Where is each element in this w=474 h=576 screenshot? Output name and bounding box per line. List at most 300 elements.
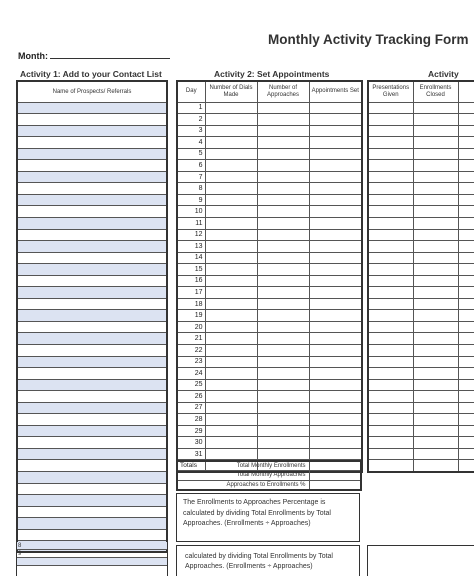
dials-cell[interactable] <box>205 298 257 310</box>
enrollments-cell[interactable] <box>413 160 458 172</box>
contact-name-cell[interactable] <box>17 356 167 368</box>
overflow-cell[interactable] <box>458 102 474 114</box>
approaches-cell[interactable] <box>257 402 309 414</box>
enrollments-cell[interactable] <box>413 183 458 195</box>
overflow-cell[interactable] <box>458 252 474 264</box>
day-row <box>177 310 362 322</box>
approaches-cell[interactable] <box>257 379 309 391</box>
summary-value-cell[interactable] <box>309 471 361 481</box>
contact-name-cell[interactable] <box>17 217 167 229</box>
dials-cell[interactable] <box>205 437 257 449</box>
contact-name-cell[interactable] <box>17 379 167 391</box>
presentations-cell[interactable] <box>368 391 413 403</box>
month-label: Month: <box>18 51 48 61</box>
appointments-cell[interactable] <box>309 298 362 310</box>
enrollments-cell[interactable] <box>413 137 458 149</box>
overflow-cell[interactable] <box>458 241 474 253</box>
dials-cell[interactable] <box>205 183 257 195</box>
contact-name-cell[interactable] <box>17 402 167 414</box>
month-input-line[interactable] <box>50 50 170 59</box>
summary-table <box>176 460 362 491</box>
dials-cell[interactable] <box>205 448 257 460</box>
enrollments-cell[interactable] <box>413 125 458 137</box>
contact-name-cell[interactable] <box>17 448 167 460</box>
approaches-cell[interactable] <box>257 229 309 241</box>
day-row <box>177 194 362 206</box>
activity1-heading: Activity 1: Add to your Contact List <box>20 69 162 79</box>
day-row <box>177 160 362 172</box>
presentation-row <box>368 252 474 264</box>
contact-name-cell[interactable] <box>17 264 167 276</box>
enrollments-cell[interactable] <box>413 344 458 356</box>
contact-row <box>17 529 167 541</box>
overflow-cell[interactable] <box>458 264 474 276</box>
contact-row <box>17 460 167 472</box>
enrollments-cell[interactable] <box>413 414 458 426</box>
presentations-cell[interactable] <box>368 310 413 322</box>
overflow-cell[interactable] <box>458 229 474 241</box>
presentations-cell[interactable] <box>368 160 413 172</box>
approaches-cell[interactable] <box>257 298 309 310</box>
enrollments-cell[interactable] <box>413 217 458 229</box>
approaches-cell[interactable] <box>257 183 309 195</box>
dials-cell[interactable] <box>205 310 257 322</box>
contact-row <box>17 206 167 218</box>
approaches-cell[interactable] <box>257 102 309 114</box>
day-number: 29 <box>177 425 205 437</box>
day-number: 31 <box>177 448 205 460</box>
presentations-cell[interactable] <box>368 402 413 414</box>
approaches-cell[interactable] <box>257 252 309 264</box>
presentation-row <box>368 425 474 437</box>
continuation-row[interactable] <box>17 558 167 566</box>
contact-row <box>17 414 167 426</box>
contact-row <box>17 437 167 449</box>
enrollments-cell[interactable] <box>413 194 458 206</box>
contact-name-cell[interactable] <box>17 148 167 160</box>
appointments-cell[interactable] <box>309 333 362 345</box>
contact-name-cell[interactable] <box>17 437 167 449</box>
overflow-cell[interactable] <box>458 379 474 391</box>
summary-value-cell[interactable] <box>309 480 361 490</box>
approaches-cell[interactable] <box>257 137 309 149</box>
approaches-cell[interactable] <box>257 344 309 356</box>
presentation-row <box>368 102 474 114</box>
presentations-cell[interactable] <box>368 229 413 241</box>
appointments-cell[interactable] <box>309 391 362 403</box>
enrollments-cell[interactable] <box>413 264 458 276</box>
approaches-cell[interactable] <box>257 125 309 137</box>
day-row <box>177 206 362 218</box>
overflow-cell[interactable] <box>458 114 474 126</box>
approaches-cell[interactable] <box>257 264 309 276</box>
contact-row <box>17 495 167 507</box>
appointments-cell[interactable] <box>309 344 362 356</box>
contact-row <box>17 252 167 264</box>
day-number: 13 <box>177 241 205 253</box>
presentations-cell[interactable] <box>368 252 413 264</box>
contact-name-cell[interactable] <box>17 310 167 322</box>
presentations-cell[interactable] <box>368 102 413 114</box>
enrollments-cell[interactable] <box>413 379 458 391</box>
overflow-cell[interactable] <box>458 275 474 287</box>
day-number: 5 <box>177 148 205 160</box>
day-row <box>177 391 362 403</box>
contact-name-cell[interactable] <box>17 483 167 495</box>
dials-cell[interactable] <box>205 368 257 380</box>
appointments-cell[interactable] <box>309 264 362 276</box>
overflow-cell[interactable] <box>458 356 474 368</box>
overflow-cell[interactable] <box>458 344 474 356</box>
dials-cell[interactable] <box>205 344 257 356</box>
approaches-cell[interactable] <box>257 437 309 449</box>
day-number: 18 <box>177 298 205 310</box>
appointments-cell[interactable] <box>309 229 362 241</box>
contact-name-cell[interactable] <box>17 425 167 437</box>
overflow-cell[interactable] <box>458 333 474 345</box>
enrollments-cell[interactable] <box>413 252 458 264</box>
contact-name-cell[interactable] <box>17 171 167 183</box>
approaches-cell[interactable] <box>257 241 309 253</box>
contact-name-cell[interactable] <box>17 114 167 126</box>
day-row <box>177 137 362 149</box>
appointments-cell[interactable] <box>309 160 362 172</box>
presentation-row <box>368 148 474 160</box>
enrollments-cell[interactable] <box>413 229 458 241</box>
appointments-cell[interactable] <box>309 437 362 449</box>
day-number: 15 <box>177 264 205 276</box>
appointments-cell[interactable] <box>309 402 362 414</box>
approaches-cell[interactable] <box>257 217 309 229</box>
dials-cell[interactable] <box>205 217 257 229</box>
enrollments-cell[interactable] <box>413 437 458 449</box>
day-number: 11 <box>177 217 205 229</box>
appointments-cell[interactable] <box>309 379 362 391</box>
contact-name-cell[interactable] <box>17 344 167 356</box>
enrollments-cell[interactable] <box>413 448 458 460</box>
percentage-note-repeat: calculated by dividing Total Enrollments by Total Approaches. (Enrollments ÷ Approaches) <box>176 545 360 576</box>
dials-cell[interactable] <box>205 391 257 403</box>
contact-name-cell[interactable] <box>17 287 167 299</box>
dials-cell[interactable] <box>205 241 257 253</box>
day-column-header: Day <box>177 81 205 102</box>
day-number: 20 <box>177 321 205 333</box>
enrollments-cell[interactable] <box>413 114 458 126</box>
day-row <box>177 298 362 310</box>
dials-cell[interactable] <box>205 402 257 414</box>
dials-cell[interactable] <box>205 194 257 206</box>
appointments-cell[interactable] <box>309 321 362 333</box>
contact-name-cell[interactable] <box>17 298 167 310</box>
approaches-cell[interactable] <box>257 448 309 460</box>
day-row <box>177 414 362 426</box>
day-number: 6 <box>177 160 205 172</box>
overflow-cell[interactable] <box>458 287 474 299</box>
presentations-cell[interactable] <box>368 460 413 472</box>
enrollments-cell[interactable] <box>413 241 458 253</box>
contact-row <box>17 506 167 518</box>
presentations-cell[interactable] <box>368 379 413 391</box>
day-number: 27 <box>177 402 205 414</box>
contact-name-cell[interactable] <box>17 368 167 380</box>
approaches-cell[interactable] <box>257 148 309 160</box>
dials-cell[interactable] <box>205 264 257 276</box>
approaches-cell[interactable] <box>257 321 309 333</box>
presentations-cell[interactable] <box>368 217 413 229</box>
contact-row <box>17 379 167 391</box>
overflow-cell[interactable] <box>458 171 474 183</box>
contact-name-cell[interactable] <box>17 229 167 241</box>
overflow-cell[interactable] <box>458 183 474 195</box>
contact-row <box>17 425 167 437</box>
enrollments-cell[interactable] <box>413 425 458 437</box>
continuation-row[interactable]: 9 <box>17 550 167 558</box>
day-number: 16 <box>177 275 205 287</box>
presentation-row <box>368 298 474 310</box>
overflow-cell[interactable] <box>458 321 474 333</box>
cutoff-column-header <box>458 81 474 102</box>
presentations-cell[interactable] <box>368 425 413 437</box>
day-row <box>177 379 362 391</box>
appointments-cell[interactable] <box>309 368 362 380</box>
appointments-cell[interactable] <box>309 425 362 437</box>
presentations-cell[interactable] <box>368 171 413 183</box>
overflow-cell[interactable] <box>458 414 474 426</box>
approaches-cell[interactable] <box>257 368 309 380</box>
overflow-cell[interactable] <box>458 310 474 322</box>
continuation-row[interactable]: 8 <box>17 542 167 550</box>
approaches-column-header: Number of Approaches <box>257 81 309 102</box>
appointments-cell[interactable] <box>309 275 362 287</box>
day-number: 8 <box>177 183 205 195</box>
approaches-cell[interactable] <box>257 414 309 426</box>
day-row <box>177 252 362 264</box>
approaches-cell[interactable] <box>257 114 309 126</box>
day-row <box>177 356 362 368</box>
day-row <box>177 368 362 380</box>
enrollments-cell[interactable] <box>413 356 458 368</box>
overflow-cell[interactable] <box>458 298 474 310</box>
presentation-row <box>368 171 474 183</box>
enrollments-cell[interactable] <box>413 310 458 322</box>
dials-cell[interactable] <box>205 356 257 368</box>
enrollments-cell[interactable] <box>413 287 458 299</box>
approaches-cell[interactable] <box>257 356 309 368</box>
enrollments-cell[interactable] <box>413 148 458 160</box>
dials-cell[interactable] <box>205 125 257 137</box>
contact-name-cell[interactable] <box>17 137 167 149</box>
presentations-cell[interactable] <box>368 287 413 299</box>
overflow-cell[interactable] <box>458 194 474 206</box>
summary-label: Total Monthly Approaches <box>177 471 309 481</box>
enrollments-cell[interactable] <box>413 275 458 287</box>
overflow-cell[interactable] <box>458 217 474 229</box>
dials-cell[interactable] <box>205 160 257 172</box>
dials-cell[interactable] <box>205 414 257 426</box>
presentation-row <box>368 460 474 472</box>
dials-cell[interactable] <box>205 171 257 183</box>
presentations-cell[interactable] <box>368 356 413 368</box>
appointments-cell[interactable] <box>309 448 362 460</box>
presentations-cell[interactable] <box>368 437 413 449</box>
overflow-cell[interactable] <box>458 368 474 380</box>
overflow-cell[interactable] <box>458 448 474 460</box>
appointments-cell[interactable] <box>309 217 362 229</box>
dials-cell[interactable] <box>205 321 257 333</box>
appointments-cell[interactable] <box>309 206 362 218</box>
presentation-row <box>368 379 474 391</box>
enrollments-cell[interactable] <box>413 391 458 403</box>
overflow-cell[interactable] <box>458 391 474 403</box>
presentations-cell[interactable] <box>368 448 413 460</box>
enrollments-cell[interactable] <box>413 298 458 310</box>
presentation-row <box>368 275 474 287</box>
presentations-cell[interactable] <box>368 321 413 333</box>
overflow-cell[interactable] <box>458 137 474 149</box>
appointments-cell[interactable] <box>309 310 362 322</box>
contact-name-cell[interactable] <box>17 275 167 287</box>
contact-name-cell[interactable] <box>17 333 167 345</box>
dials-cell[interactable] <box>205 102 257 114</box>
presentations-cell[interactable] <box>368 183 413 195</box>
summary-value-cell[interactable] <box>309 461 361 471</box>
enrollments-cell[interactable] <box>413 171 458 183</box>
enrollments-cell[interactable] <box>413 460 458 472</box>
overflow-cell[interactable] <box>458 402 474 414</box>
contact-name-cell[interactable] <box>17 160 167 172</box>
month-field[interactable] <box>18 50 170 61</box>
contact-row <box>17 483 167 495</box>
presentations-cell[interactable] <box>368 206 413 218</box>
contact-name-cell[interactable] <box>17 321 167 333</box>
appointments-cell[interactable] <box>309 241 362 253</box>
dials-cell[interactable] <box>205 148 257 160</box>
overflow-cell[interactable] <box>458 425 474 437</box>
overflow-cell[interactable] <box>458 460 474 472</box>
enrollments-cell[interactable] <box>413 368 458 380</box>
approaches-cell[interactable] <box>257 425 309 437</box>
dials-cell[interactable] <box>205 252 257 264</box>
presentations-cell[interactable] <box>368 137 413 149</box>
approaches-cell[interactable] <box>257 310 309 322</box>
dials-cell[interactable] <box>205 379 257 391</box>
contact-name-cell[interactable] <box>17 125 167 137</box>
dials-cell[interactable] <box>205 425 257 437</box>
approaches-cell[interactable] <box>257 171 309 183</box>
contact-name-cell[interactable] <box>17 194 167 206</box>
presentations-cell[interactable] <box>368 344 413 356</box>
contact-row <box>17 287 167 299</box>
contact-name-cell[interactable] <box>17 506 167 518</box>
presentations-cell[interactable] <box>368 275 413 287</box>
dials-cell[interactable] <box>205 333 257 345</box>
presentations-cell[interactable] <box>368 194 413 206</box>
enrollments-cell[interactable] <box>413 321 458 333</box>
overflow-cell[interactable] <box>458 437 474 449</box>
contact-column-header: Name of Prospects/ Referrals <box>17 81 167 102</box>
contact-name-cell[interactable] <box>17 102 167 114</box>
appointments-cell[interactable] <box>309 171 362 183</box>
approaches-cell[interactable] <box>257 160 309 172</box>
appointments-cell[interactable] <box>309 414 362 426</box>
enrollments-cell[interactable] <box>413 402 458 414</box>
contact-name-cell[interactable] <box>17 529 167 541</box>
contact-name-cell[interactable] <box>17 460 167 472</box>
presentations-cell[interactable] <box>368 125 413 137</box>
appointments-cell[interactable] <box>309 148 362 160</box>
dials-cell[interactable] <box>205 229 257 241</box>
approaches-cell[interactable] <box>257 333 309 345</box>
day-row <box>177 321 362 333</box>
appointments-cell[interactable] <box>309 356 362 368</box>
day-number: 10 <box>177 206 205 218</box>
contact-name-cell[interactable] <box>17 252 167 264</box>
approaches-cell[interactable] <box>257 206 309 218</box>
presentation-row <box>368 137 474 149</box>
day-number: 3 <box>177 125 205 137</box>
appointments-cell[interactable] <box>309 183 362 195</box>
approaches-cell[interactable] <box>257 287 309 299</box>
presentations-cell[interactable] <box>368 264 413 276</box>
presentations-cell[interactable] <box>368 298 413 310</box>
dials-cell[interactable] <box>205 275 257 287</box>
appointments-cell[interactable] <box>309 114 362 126</box>
presentations-cell[interactable] <box>368 241 413 253</box>
appointments-cell[interactable] <box>309 287 362 299</box>
overflow-cell[interactable] <box>458 125 474 137</box>
contact-name-cell[interactable] <box>17 518 167 530</box>
dials-cell[interactable] <box>205 206 257 218</box>
approaches-cell[interactable] <box>257 275 309 287</box>
presentations-cell[interactable] <box>368 368 413 380</box>
approaches-cell[interactable] <box>257 194 309 206</box>
presentations-cell[interactable] <box>368 148 413 160</box>
contact-name-cell[interactable] <box>17 206 167 218</box>
contact-name-cell[interactable] <box>17 241 167 253</box>
day-row <box>177 448 362 460</box>
dials-cell[interactable] <box>205 114 257 126</box>
day-row <box>177 344 362 356</box>
appointments-cell[interactable] <box>309 102 362 114</box>
overflow-cell[interactable] <box>458 160 474 172</box>
enrollments-cell[interactable] <box>413 206 458 218</box>
appointments-cell[interactable] <box>309 252 362 264</box>
dials-cell[interactable] <box>205 287 257 299</box>
contact-name-cell[interactable] <box>17 414 167 426</box>
presentations-cell[interactable] <box>368 414 413 426</box>
day-row <box>177 437 362 449</box>
contact-name-cell[interactable] <box>17 472 167 484</box>
contact-name-cell[interactable] <box>17 495 167 507</box>
contact-name-cell[interactable] <box>17 391 167 403</box>
contact-name-cell[interactable] <box>17 183 167 195</box>
appointments-cell[interactable] <box>309 194 362 206</box>
appointments-cell[interactable] <box>309 137 362 149</box>
dials-cell[interactable] <box>205 137 257 149</box>
presentation-row <box>368 125 474 137</box>
day-number: 25 <box>177 379 205 391</box>
contact-row <box>17 298 167 310</box>
enrollments-cell[interactable] <box>413 333 458 345</box>
presentations-cell[interactable] <box>368 114 413 126</box>
approaches-cell[interactable] <box>257 391 309 403</box>
presentations-cell[interactable] <box>368 333 413 345</box>
enrollments-cell[interactable] <box>413 102 458 114</box>
appointments-cell[interactable] <box>309 125 362 137</box>
overflow-cell[interactable] <box>458 206 474 218</box>
overflow-cell[interactable] <box>458 148 474 160</box>
day-number: 1 <box>177 102 205 114</box>
